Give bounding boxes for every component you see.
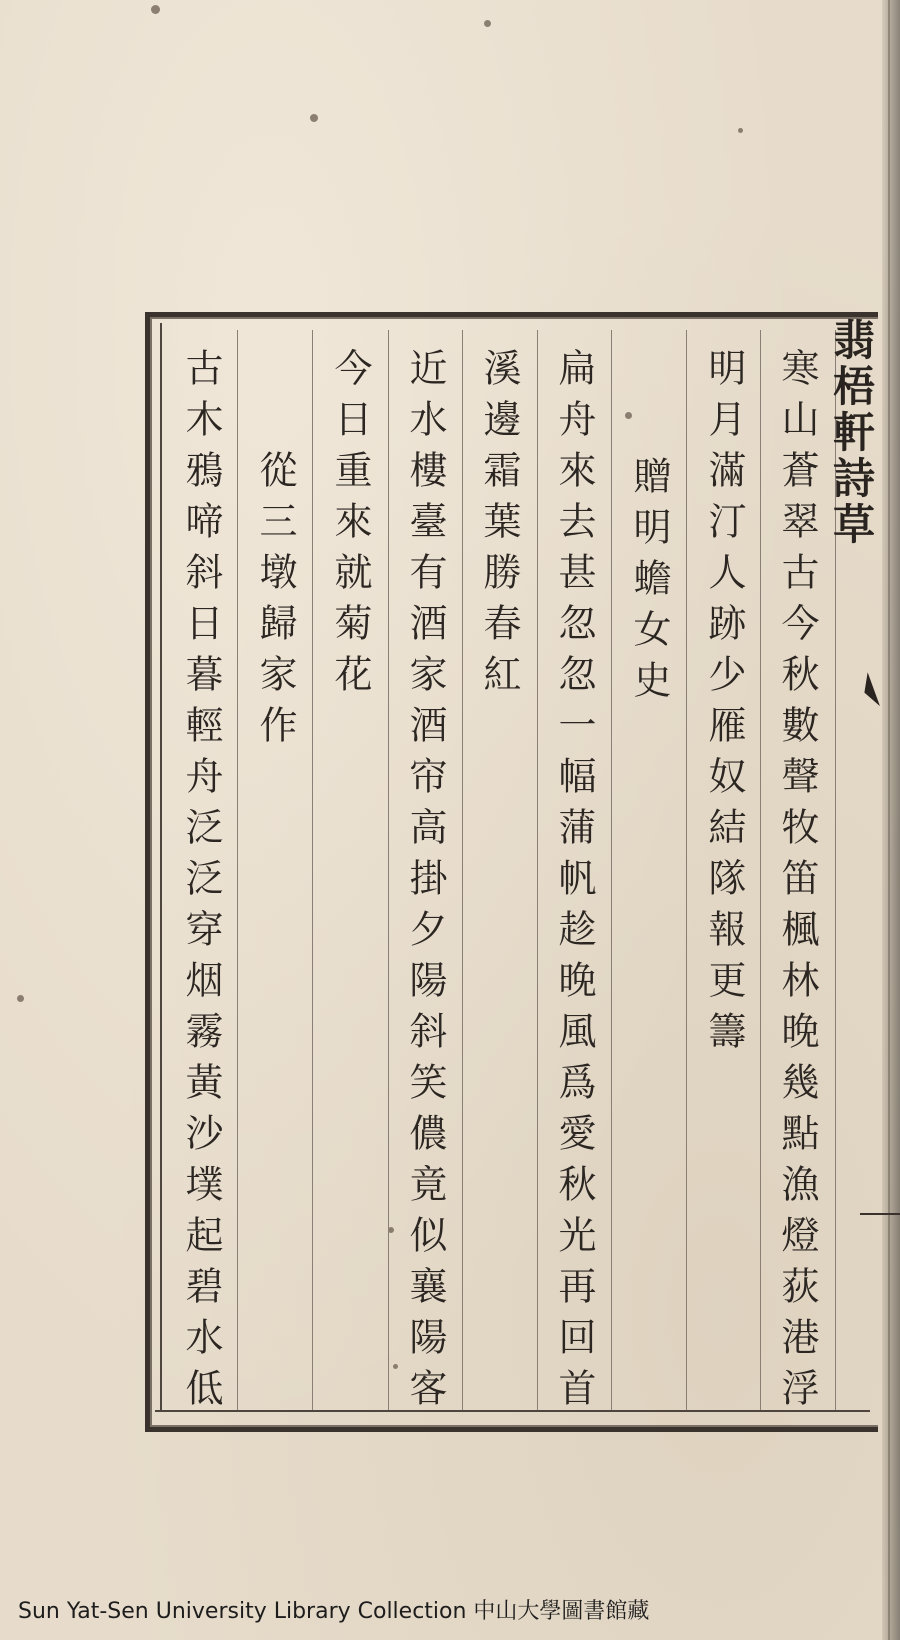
poem-line: 明月滿汀人跡少雁奴結隊報更籌 — [702, 348, 746, 1062]
column-rule — [760, 330, 761, 1410]
book-spine — [882, 0, 900, 1640]
paper-speck — [484, 20, 491, 27]
poem-line: 古木鴉啼斜日暮輕舟泛泛穿烟霧黃沙墣起碧水低 — [179, 348, 223, 1419]
fold-mark-line — [860, 1213, 900, 1215]
frame-inner-bottom-line — [155, 1410, 870, 1412]
poem-line: 寒山蒼翠古今秋數聲牧笛楓林晚幾點漁燈荻港浮 — [775, 348, 819, 1419]
column-rule — [611, 330, 612, 1410]
column-rule — [537, 330, 538, 1410]
poem-heading: 贈明蟾女史 — [627, 456, 671, 711]
library-watermark: Sun Yat-Sen University Library Collection 中山大學圖書館藏 — [18, 1599, 650, 1624]
poem-heading: 從三墩歸家作 — [253, 450, 297, 756]
column-rule — [312, 330, 313, 1410]
paper-speck — [310, 114, 318, 122]
paper-speck — [17, 995, 24, 1002]
paper-speck — [151, 5, 160, 14]
paper-speck — [738, 128, 743, 133]
poem-line: 今日重來就菊花 — [328, 348, 372, 705]
spine-fold-line — [888, 0, 890, 1640]
poem-line: 扁舟來去甚忽忽一幅蒲帆趁晚風爲愛秋光再回首 — [552, 348, 596, 1419]
column-rule — [462, 330, 463, 1410]
frame-inner-line — [160, 323, 162, 1411]
book-title: 翡梧軒詩草 — [822, 318, 880, 698]
poem-line: 溪邊霜葉勝春紅 — [477, 348, 521, 705]
poem-line: 近水樓臺有酒家酒帘高掛夕陽斜笑儂竟似襄陽客 — [403, 348, 447, 1419]
column-rule — [237, 330, 238, 1410]
column-rule — [686, 330, 687, 1410]
column-rule — [388, 330, 389, 1410]
